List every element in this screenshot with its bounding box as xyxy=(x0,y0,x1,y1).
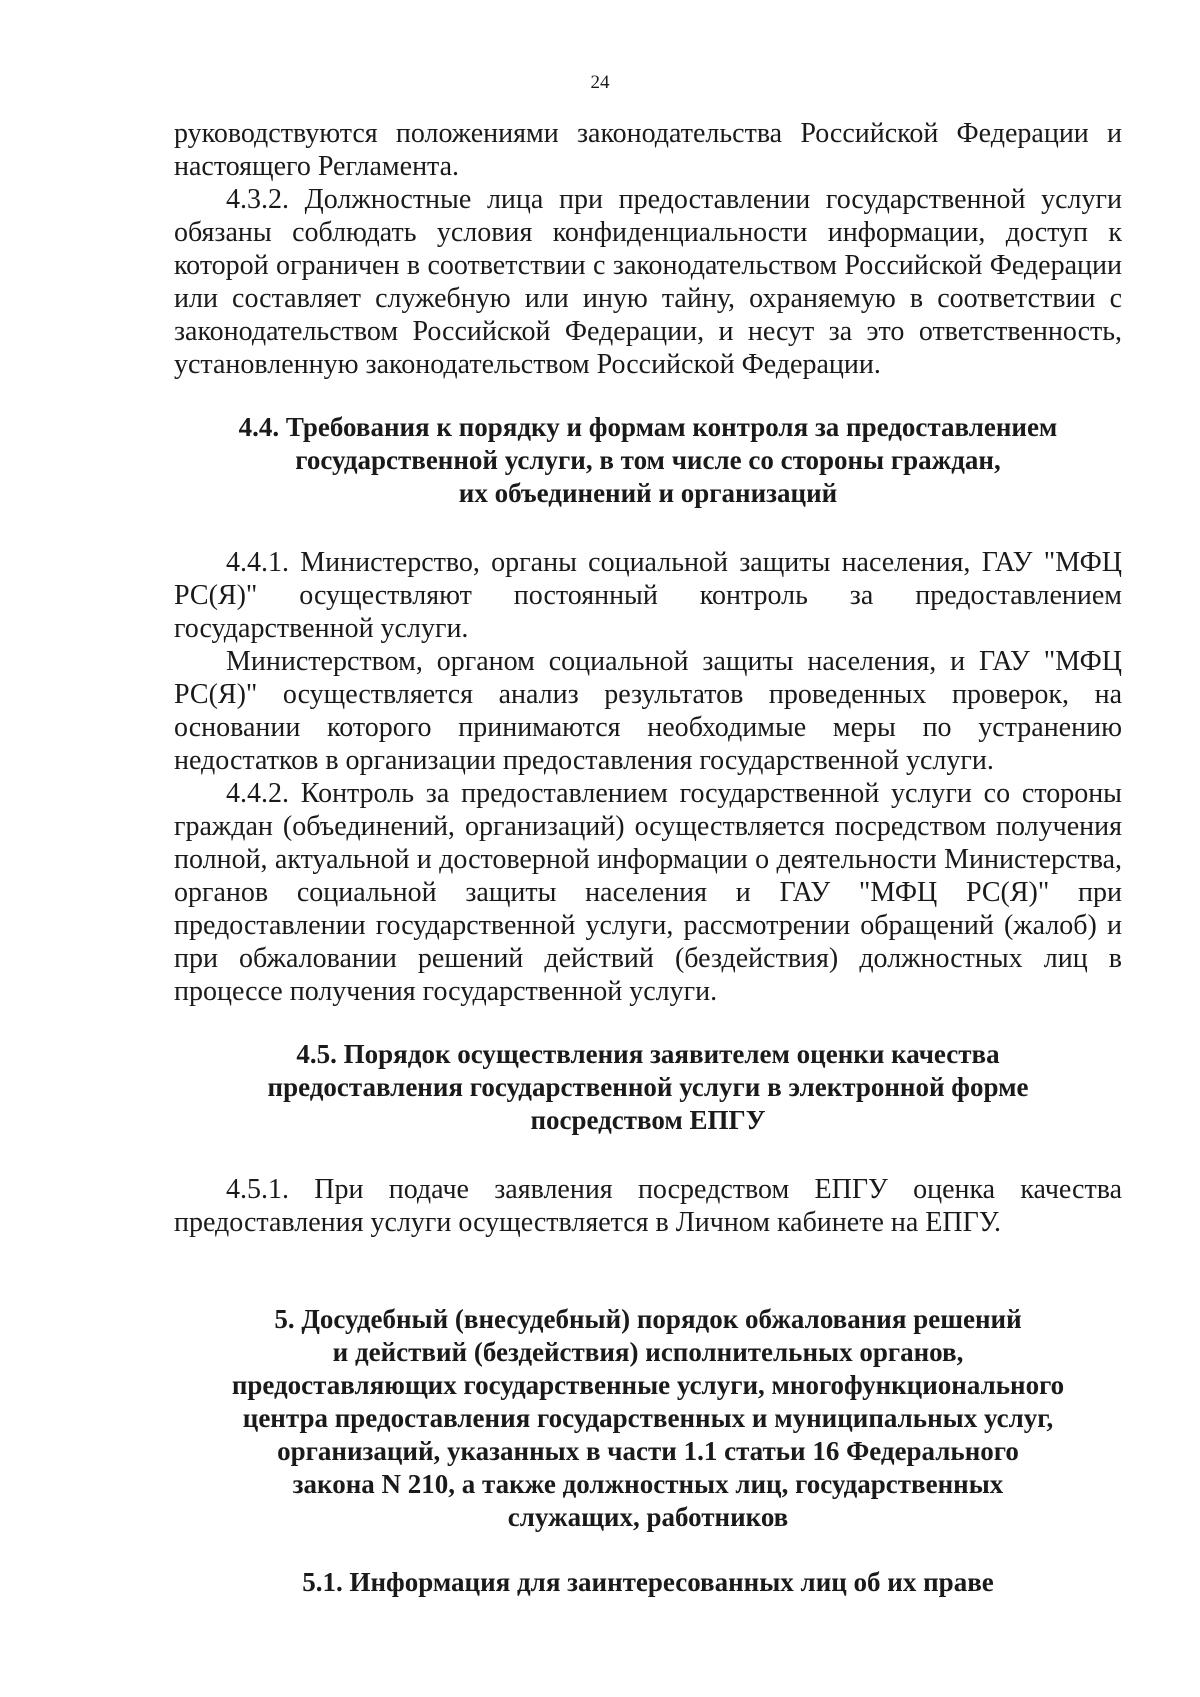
heading-section-5 xyxy=(174,1303,1122,1534)
heading-line: посредством ЕПГУ xyxy=(530,1105,766,1135)
paragraph-continuation: руководствуются положениями законодательства Российской Федерации и настоящего Регламента. xyxy=(174,118,1122,182)
heading-line: 4.5. Порядок осуществления заявителем оценки качества xyxy=(296,1039,1000,1069)
heading-line: их объединений и организаций xyxy=(458,478,838,508)
paragraph-4-5-1: 4.5.1. При подаче заявления посредством ЕПГУ оценка качества предоставления услуги осуществляется в Личном кабинете на ЕПГУ. xyxy=(174,1174,1122,1238)
heading-line: государственной услуги, в том числе со стороны граждан, xyxy=(295,445,1001,475)
heading-line: центра предоставления государственных и муниципальных услуг, xyxy=(242,1403,1054,1433)
heading-line: предоставляющих государственные услуги, многофункционального xyxy=(231,1370,1065,1400)
heading-line: 4.4. Требования к порядку и формам контроля за предоставлением xyxy=(238,412,1058,442)
heading-line: закона N 210, а также должностных лиц, государственных xyxy=(292,1469,1004,1499)
heading-4-4 xyxy=(174,411,1122,510)
paragraph-4-4-1: 4.4.1. Министерство, органы социальной защиты населения, ГАУ "МФЦ РС(Я)" осуществляют постоянный контроль за предоставлением государственной услуги. xyxy=(174,547,1122,644)
heading-4-5 xyxy=(174,1038,1122,1137)
heading-line: 5. Досудебный (внесудебный) порядок обжалования решений xyxy=(274,1304,1022,1334)
heading-line: организаций, указанных в части 1.1 статьи 16 Федерального xyxy=(277,1436,1019,1466)
heading-line: и действий (бездействия) исполнительных органов, xyxy=(332,1337,964,1367)
paragraph-4-3-2: 4.3.2. Должностные лица при предоставлении государственной услуги обязаны соблюдать условия конфиденциальности информации, доступ к которой ограничен в соответствии с законодательством Российской Федерации или составляет служебную или иную тайну, охраняемую в соответствии с законодательством Российской Федерации, и несут за это ответственность, установленную законодательством Российской Федерации. xyxy=(174,184,1122,380)
heading-line: служащих, работников xyxy=(507,1502,789,1532)
page-content xyxy=(174,117,1122,1599)
paragraph-4-4-2: 4.4.2. Контроль за предоставлением государственной услуги со стороны граждан (объединений, организаций) осуществляется посредством получения полной, актуальной и достоверной информации о деятельности Министерства, органов социальной защиты населения и ГАУ "МФЦ РС(Я)" при предоставлении государственной услуги, рассмотрении обращений (жалоб) и при обжаловании решений действий (бездействия) должностных лиц в процессе получения государственной услуги. xyxy=(174,778,1122,1007)
page-number: 24 xyxy=(590,72,610,93)
heading-5-1: 5.1. Информация для заинтересованных лиц об их праве xyxy=(302,1567,994,1597)
paragraph-ministry-analysis: Министерством, органом социальной защиты населения, и ГАУ "МФЦ РС(Я)" осуществляется анализ результатов проведенных проверок, на основании которого принимаются необходимые меры по устранению недостатков в организации предоставления государственной услуги. xyxy=(174,646,1122,776)
heading-line: предоставления государственной услуги в электронной форме xyxy=(267,1072,1029,1102)
